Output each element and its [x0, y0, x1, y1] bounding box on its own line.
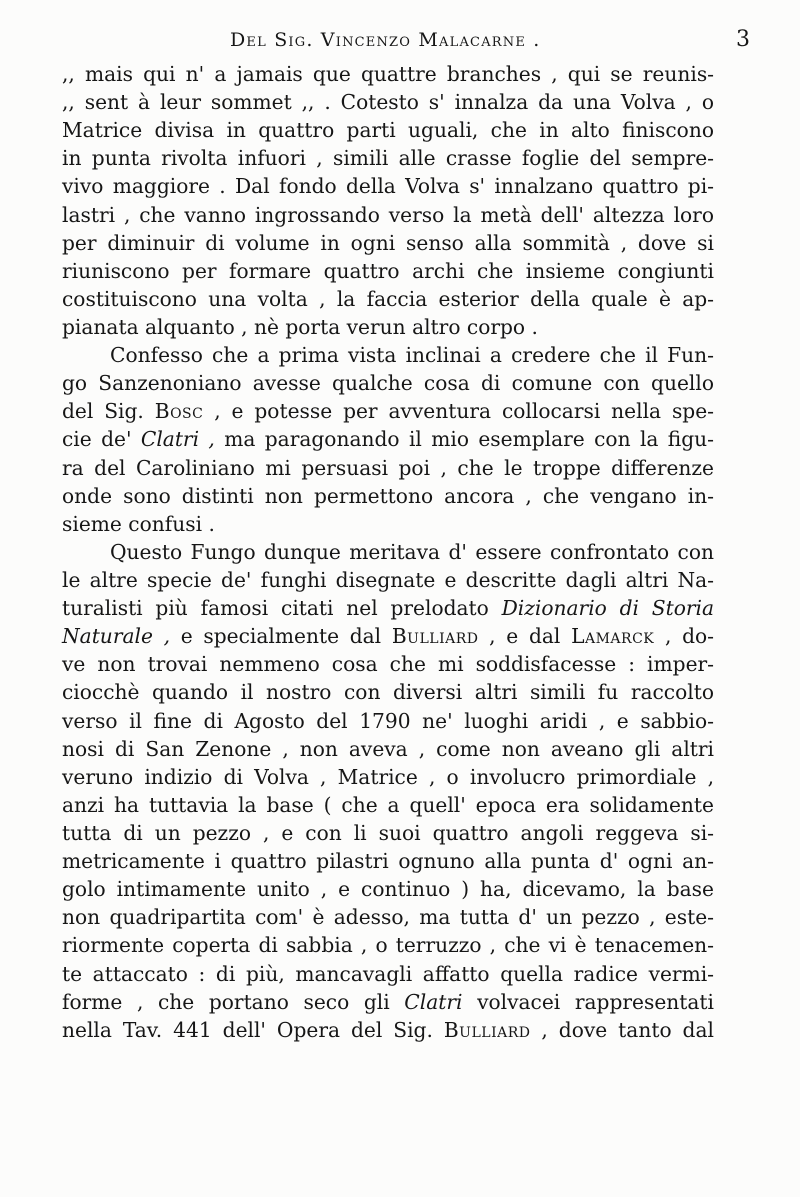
italic-text: Clatri: [404, 989, 463, 1014]
text-line: [62, 257, 714, 285]
text-run: veruno indizio di Volva , Matrice , o involucro primordiale ,: [62, 764, 714, 789]
text-run: anzi ha tuttavia la base ( che a quell' epoca era solidamente: [62, 792, 714, 817]
text-line: [62, 650, 714, 678]
text-run: golo intimamente unito , e continuo ) ha, dicevamo, la base: [62, 877, 714, 902]
text-run: nosi di San Zenone , non aveva , come non aveano gli altri: [62, 736, 714, 761]
text-line: [62, 960, 714, 988]
text-line: [62, 369, 714, 397]
text-run: sieme confusi .: [62, 511, 215, 536]
text-run: , do-: [654, 624, 714, 649]
text-run: in punta rivolta infuori , simili alle crasse foglie del sempre-: [62, 146, 714, 171]
text-line: [62, 847, 714, 875]
text-line: [62, 678, 714, 706]
text-line: [62, 791, 714, 819]
text-run: riuniscono per formare quattro archi che insieme congiunti: [62, 258, 714, 283]
text-line: [62, 988, 714, 1016]
text-line: [62, 875, 714, 903]
text-run: Confesso che a prima vista inclinai a credere che il Fun-: [110, 343, 714, 368]
italic-text: Dizionario di Storia: [501, 596, 715, 621]
text-run: verso il fine di Agosto del 1790 ne' luoghi aridi , e sabbio-: [62, 708, 714, 733]
text-line: [62, 285, 714, 313]
text-line: [62, 397, 714, 425]
text-run: ra del Caroliniano mi persuasi poi , che le troppe differenze: [62, 455, 714, 480]
text-line: [62, 60, 714, 88]
text-line: [62, 144, 714, 172]
small-caps-name: Bosc: [154, 399, 204, 424]
text-line: [62, 707, 714, 735]
text-run: non quadripartita com' è adesso, ma tutta d' un pezzo , este-: [62, 905, 714, 930]
body-text: [62, 60, 714, 1044]
text-run: lastri , che vanno ingrossando verso la metà dell' altezza loro: [62, 202, 714, 227]
text-line: [62, 172, 714, 200]
text-line: [62, 510, 714, 538]
running-title: Del Sig. Vincenzo Malacarne .: [230, 29, 541, 51]
text-run: , dove tanto dal: [530, 1017, 714, 1042]
text-run: tutta di un pezzo , e con li suoi quattro angoli reggeva si-: [62, 820, 714, 845]
text-run: vivo maggiore . Dal fondo della Volva s' innalzano quattro pi-: [62, 174, 714, 199]
text-run: ve non trovai nemmeno cosa che mi soddisfacesse : imper-: [62, 652, 714, 677]
text-run: turalisti più famosi citati nel prelodato: [62, 596, 502, 621]
text-line: [62, 931, 714, 959]
text-run: costituiscono una volta , la faccia esterior della quale è ap-: [62, 286, 714, 311]
text-line: [62, 1016, 714, 1044]
text-line: [62, 313, 714, 341]
text-run: Questo Fungo dunque meritava d' essere confrontato con: [110, 539, 714, 564]
text-line: [62, 482, 714, 510]
running-head: [60, 22, 760, 58]
text-line: [62, 594, 714, 622]
italic-text: Clatri ,: [140, 427, 215, 452]
text-run: e specialmente dal: [170, 624, 392, 649]
text-run: per diminuir di volume in ogni senso alla sommità , dove si: [62, 230, 714, 255]
text-run: pianata alquanto , nè porta verun altro corpo .: [62, 314, 538, 339]
text-line: [62, 229, 714, 257]
text-run: volvacei rappresentati: [462, 989, 714, 1014]
text-run: forme , che portano seco gli: [62, 989, 405, 1014]
text-line: [62, 903, 714, 931]
text-run: cie de': [62, 427, 141, 452]
text-line: [62, 201, 714, 229]
text-run: nella Tav. 441 dell' Opera del Sig.: [62, 1017, 444, 1042]
text-run: ciocchè quando il nostro con diversi altri simili fu raccolto: [62, 680, 714, 705]
text-run: Matrice divisa in quattro parti uguali, che in alto finiscono: [62, 118, 714, 143]
text-line: [62, 341, 714, 369]
text-run: metricamente i quattro pilastri ognuno alla punta d' ogni an-: [62, 849, 714, 874]
text-line: [62, 454, 714, 482]
text-line: [62, 425, 714, 453]
text-line: [62, 116, 714, 144]
text-run: onde sono distinti non permettono ancora , che vengano in-: [62, 483, 714, 508]
text-run: , e dal: [478, 624, 572, 649]
text-run: le altre specie de' funghi disegnate e descritte dagli altri Na-: [62, 567, 714, 592]
text-run: ,, sent à leur sommet ,, . Cotesto s' innalza da una Volva , o: [62, 90, 714, 115]
page-number: 3: [736, 27, 750, 52]
small-caps-name: Bulliard: [391, 624, 479, 649]
text-line: [62, 735, 714, 763]
text-line: [62, 763, 714, 791]
text-line: [62, 819, 714, 847]
text-run: te attaccato : di più, mancavagli affatto quella radice vermi-: [62, 961, 714, 986]
text-line: [62, 622, 714, 650]
text-line: [62, 538, 714, 566]
text-run: riormente coperta di sabbia , o terruzzo , che vi è tenacemen-: [62, 933, 714, 958]
small-caps-name: Bulliard: [443, 1017, 531, 1042]
italic-text: Naturale ,: [62, 624, 171, 649]
text-run: , e potesse per avventura collocarsi nella spe-: [203, 399, 714, 424]
small-caps-name: Lamarck: [571, 624, 655, 649]
text-line: [62, 88, 714, 116]
text-run: del Sig.: [62, 399, 155, 424]
text-line: [62, 566, 714, 594]
text-run: ,, mais qui n' a jamais que quattre branches , qui se reunis-: [62, 62, 714, 86]
text-run: go Sanzenoniano avesse qualche cosa di comune con quello: [62, 371, 714, 396]
text-run: ma paragonando il mio esemplare con la figu-: [214, 427, 715, 452]
